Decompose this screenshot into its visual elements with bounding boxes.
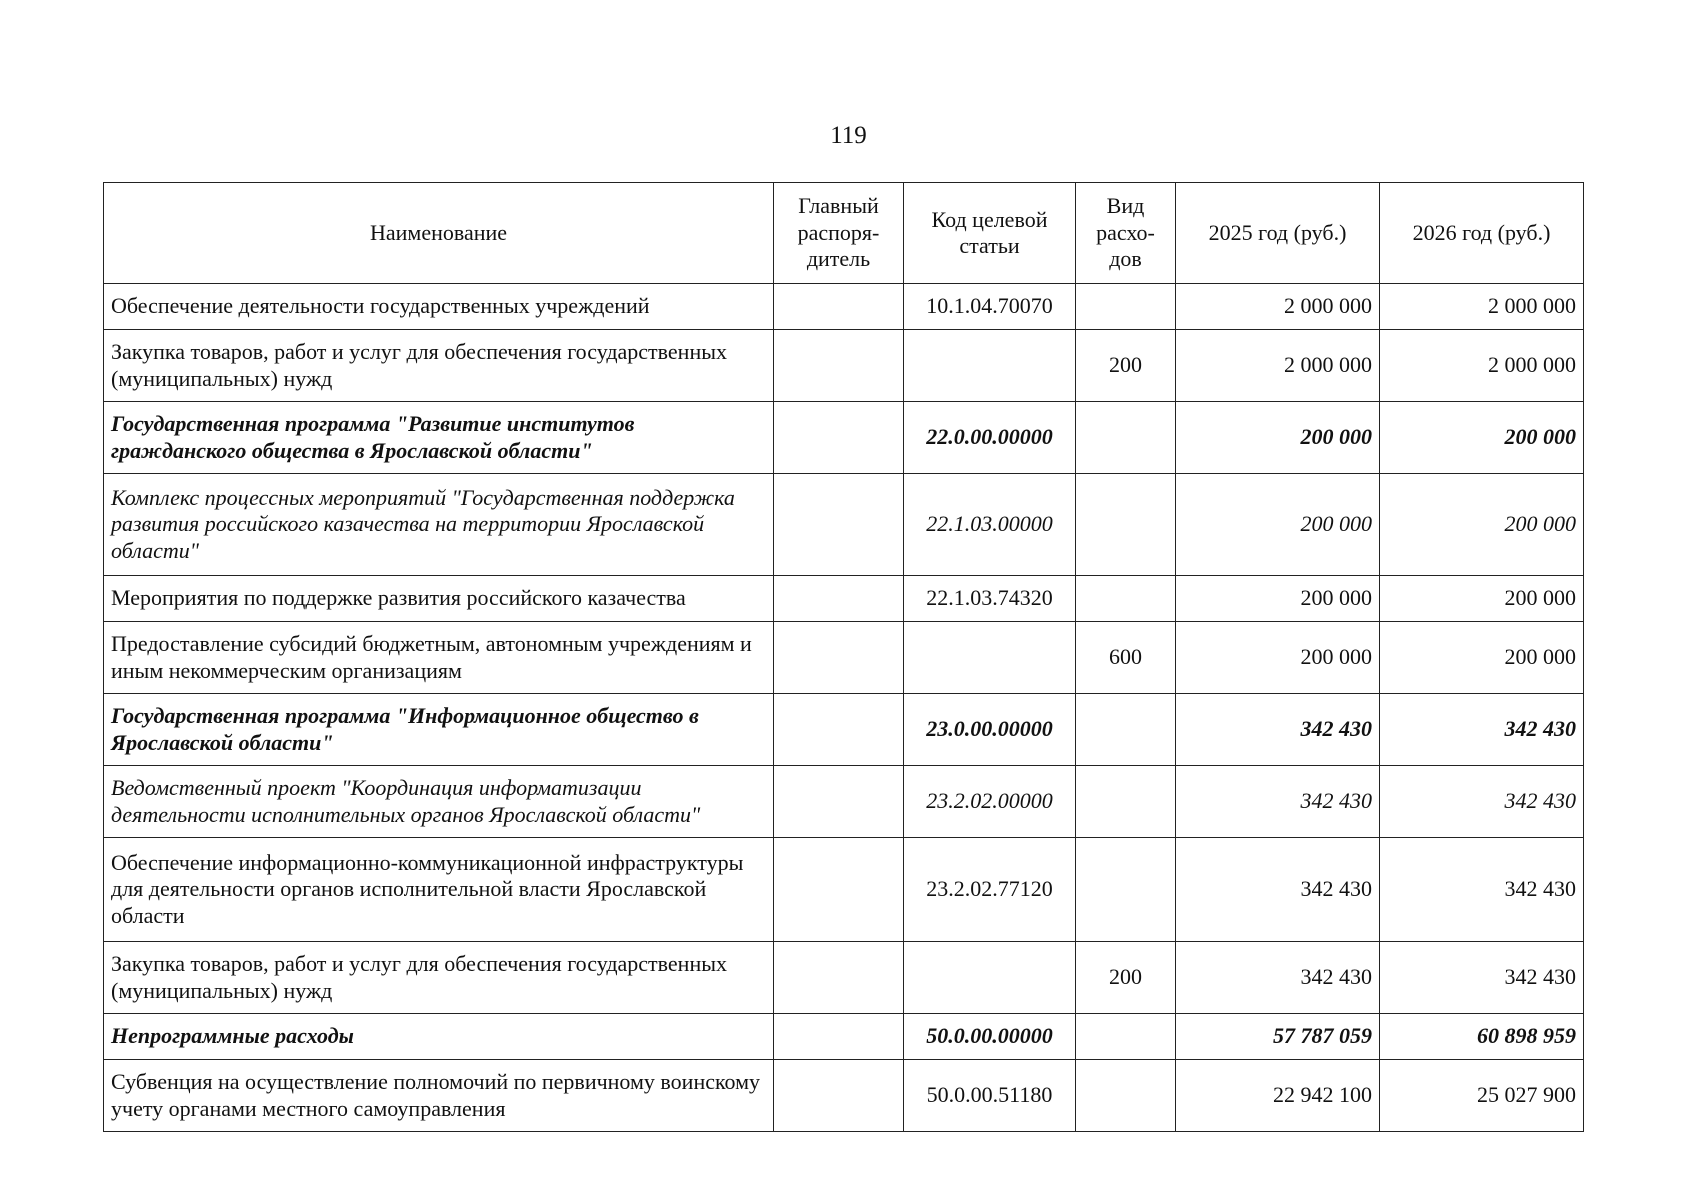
row-2026-cell: 342 430: [1380, 838, 1584, 942]
row-code-cell: 23.2.02.77120: [904, 838, 1076, 942]
row-code-cell: [904, 622, 1076, 694]
row-name-cell: Обеспечение деятельности государственных учреждений: [104, 284, 774, 330]
row-name-cell: Закупка товаров, работ и услуг для обеспечения государственных (муниципальных) нужд: [104, 330, 774, 402]
header-gr: Главный распоря-дитель: [774, 183, 904, 284]
row-gr-cell: [774, 694, 904, 766]
row-2025-cell: 200 000: [1176, 576, 1380, 622]
budget-table: [103, 182, 1584, 1132]
row-2026-cell: 60 898 959: [1380, 1014, 1584, 1060]
row-kind-cell: [1076, 1014, 1176, 1060]
row-code-cell: 50.0.00.51180: [904, 1060, 1076, 1132]
header-name: Наименование: [104, 183, 774, 284]
table-row: [104, 694, 1584, 766]
row-kind-cell: [1076, 838, 1176, 942]
row-2025-cell: 342 430: [1176, 942, 1380, 1014]
row-name-cell: Обеспечение информационно-коммуникационной инфраструктуры для деятельности органов исполнительной власти Ярославской области: [104, 838, 774, 942]
row-2025-cell: 2 000 000: [1176, 284, 1380, 330]
row-code-cell: 10.1.04.70070: [904, 284, 1076, 330]
row-2026-cell: 200 000: [1380, 622, 1584, 694]
row-kind-cell: [1076, 284, 1176, 330]
row-name-cell: Субвенция на осуществление полномочий по первичному воинскому учету органами местного самоуправления: [104, 1060, 774, 1132]
row-kind-cell: [1076, 1060, 1176, 1132]
table-body: [104, 284, 1584, 1132]
row-gr-cell: [774, 942, 904, 1014]
row-2026-cell: 342 430: [1380, 942, 1584, 1014]
row-kind-cell: 200: [1076, 942, 1176, 1014]
row-gr-cell: [774, 1060, 904, 1132]
row-2026-cell: 342 430: [1380, 766, 1584, 838]
row-gr-cell: [774, 402, 904, 474]
row-code-cell: 22.1.03.00000: [904, 474, 1076, 576]
row-gr-cell: [774, 474, 904, 576]
row-name-cell: Комплекс процессных мероприятий "Государственная поддержка развития российского казачества на территории Ярославской области": [104, 474, 774, 576]
row-2025-cell: 342 430: [1176, 838, 1380, 942]
row-kind-cell: [1076, 766, 1176, 838]
row-2025-cell: 2 000 000: [1176, 330, 1380, 402]
row-2026-cell: 200 000: [1380, 576, 1584, 622]
row-gr-cell: [774, 1014, 904, 1060]
row-kind-cell: 600: [1076, 622, 1176, 694]
row-name-cell: Мероприятия по поддержке развития российского казачества: [104, 576, 774, 622]
page-number: 119: [830, 122, 867, 149]
row-name-cell: Государственная программа "Развитие институтов гражданского общества в Ярославской области": [104, 402, 774, 474]
row-gr-cell: [774, 766, 904, 838]
row-2025-cell: 200 000: [1176, 622, 1380, 694]
table-row: [104, 474, 1584, 576]
table-row: [104, 838, 1584, 942]
header-kind: Вид расхо-дов: [1076, 183, 1176, 284]
header-2025: 2025 год (руб.): [1176, 183, 1380, 284]
row-code-cell: 23.2.02.00000: [904, 766, 1076, 838]
row-gr-cell: [774, 838, 904, 942]
row-name-cell: Закупка товаров, работ и услуг для обеспечения государственных (муниципальных) нужд: [104, 942, 774, 1014]
row-kind-cell: [1076, 474, 1176, 576]
row-2025-cell: 57 787 059: [1176, 1014, 1380, 1060]
row-2026-cell: 2 000 000: [1380, 284, 1584, 330]
row-2026-cell: 342 430: [1380, 694, 1584, 766]
row-gr-cell: [774, 622, 904, 694]
row-code-cell: [904, 942, 1076, 1014]
row-2025-cell: 22 942 100: [1176, 1060, 1380, 1132]
row-code-cell: 22.0.00.00000: [904, 402, 1076, 474]
row-2026-cell: 25 027 900: [1380, 1060, 1584, 1132]
header-row: [104, 183, 1584, 284]
table-row: [104, 942, 1584, 1014]
table-row: [104, 576, 1584, 622]
row-name-cell: Ведомственный проект "Координация информатизации деятельности исполнительных органов Ярославской области": [104, 766, 774, 838]
table-row: [104, 766, 1584, 838]
row-gr-cell: [774, 576, 904, 622]
table-row: [104, 1060, 1584, 1132]
row-2025-cell: 342 430: [1176, 766, 1380, 838]
row-2025-cell: 342 430: [1176, 694, 1380, 766]
row-code-cell: 23.0.00.00000: [904, 694, 1076, 766]
row-name-cell: Предоставление субсидий бюджетным, автономным учреждениям и иным некоммерческим организациям: [104, 622, 774, 694]
row-2025-cell: 200 000: [1176, 402, 1380, 474]
row-kind-cell: [1076, 694, 1176, 766]
row-name-cell: Государственная программа "Информационное общество в Ярославской области": [104, 694, 774, 766]
header-code: Код целевой статьи: [904, 183, 1076, 284]
row-2025-cell: 200 000: [1176, 474, 1380, 576]
row-code-cell: 22.1.03.74320: [904, 576, 1076, 622]
header-2026: 2026 год (руб.): [1380, 183, 1584, 284]
row-2026-cell: 2 000 000: [1380, 330, 1584, 402]
row-kind-cell: [1076, 576, 1176, 622]
row-kind-cell: 200: [1076, 330, 1176, 402]
table-row: [104, 330, 1584, 402]
row-name-cell: Непрограммные расходы: [104, 1014, 774, 1060]
row-code-cell: [904, 330, 1076, 402]
table-row: [104, 402, 1584, 474]
row-kind-cell: [1076, 402, 1176, 474]
row-gr-cell: [774, 330, 904, 402]
row-code-cell: 50.0.00.00000: [904, 1014, 1076, 1060]
table-row: [104, 1014, 1584, 1060]
row-2026-cell: 200 000: [1380, 474, 1584, 576]
row-2026-cell: 200 000: [1380, 402, 1584, 474]
table-row: [104, 284, 1584, 330]
row-gr-cell: [774, 284, 904, 330]
table-row: [104, 622, 1584, 694]
